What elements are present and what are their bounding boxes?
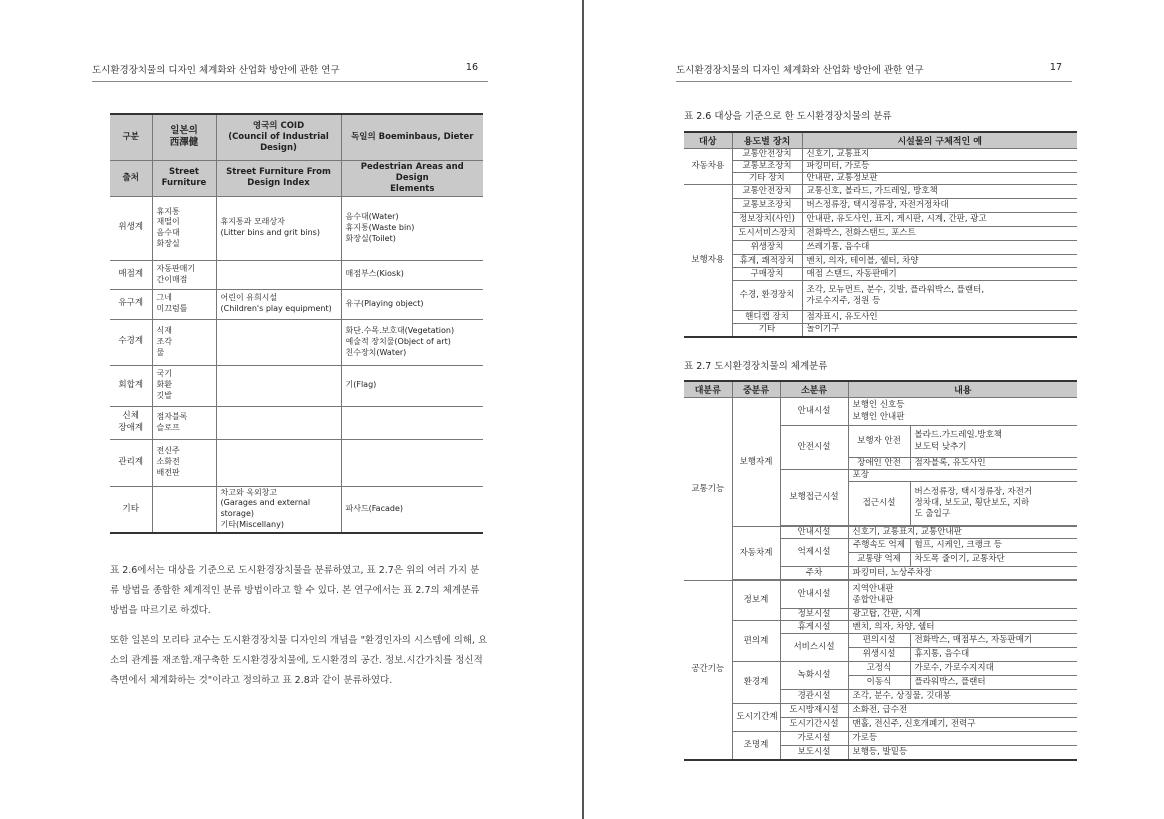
- header-cell: 내용: [848, 381, 1077, 398]
- right-page-number: 17: [1049, 62, 1062, 73]
- content-cell: 플라워박스, 플랜터: [910, 676, 1077, 690]
- category-cell: 회합계: [110, 365, 152, 406]
- cell: 파사드(Facade): [341, 486, 483, 533]
- cell: 벤치, 의자, 테이블, 쉘터, 차양: [802, 255, 1077, 268]
- sub-cell: 주행속도 억제: [848, 539, 910, 553]
- minor-cell: 안내시설: [780, 527, 848, 539]
- table-row: [110, 319, 483, 365]
- group-cell: 자동차용: [684, 149, 732, 185]
- cell: [341, 439, 483, 486]
- table-row: [684, 732, 1077, 746]
- cell: 핸디캡 장치: [732, 311, 802, 324]
- cell: 화단.수목.보호대(Vegetation) 예술적 장치물(Object of art) 친수장치(Water): [341, 319, 483, 365]
- cell: 점자표시, 유도사인: [802, 311, 1077, 324]
- mid-cell: 편의계: [732, 621, 780, 662]
- table-row: [684, 149, 1077, 161]
- mid-cell: 자동차계: [732, 527, 780, 580]
- table-2-7-caption: 표 2.7 도시환경장치물의 체계분류: [684, 361, 828, 372]
- table-row: [684, 281, 1077, 311]
- cell: 수경, 환경장치: [732, 281, 802, 311]
- right-header-title: 도시환경장치물의 디자인 체계화와 산업화 방안에 관한 연구: [676, 65, 924, 76]
- minor-cell: 경관시설: [780, 690, 848, 704]
- cell: 교통안전장치: [732, 185, 802, 199]
- table-row: [684, 621, 1077, 634]
- table-row: [684, 161, 1077, 173]
- header-cell: 중분류: [732, 381, 780, 398]
- category-cell: 유구계: [110, 289, 152, 319]
- header-cell: 독일의 Boeminbaus, Dieter: [341, 114, 483, 160]
- cell: [216, 319, 341, 365]
- cell: 위생장치: [732, 241, 802, 255]
- content-cell: 포장: [848, 470, 1077, 482]
- cell: 유구(Playing object): [341, 289, 483, 319]
- mid-cell: 환경계: [732, 662, 780, 704]
- header-cell: 대상: [684, 132, 732, 149]
- cell: [216, 260, 341, 289]
- mid-cell: 조명계: [732, 732, 780, 760]
- sub-cell: 장애인 안전: [848, 458, 910, 470]
- cell: 자동판매기 간이매점: [152, 260, 216, 289]
- cell: 기(Flag): [341, 365, 483, 406]
- cell: 쓰레기통, 음수대: [802, 241, 1077, 255]
- cell: 전신주 소화전 배전판: [152, 439, 216, 486]
- category-cell: 기타: [110, 486, 152, 533]
- body-paragraph: 또한 일본의 모리타 교수는 도시환경장치물 디자인의 개념을 "환경인자의 시스템에 의해, 요소의 관계를 재조합.재구축한 도시환경장치물에, 도시환경의 공간. 정보.시간가치를 정신적 측면에서 체계화하는 것"이라고 정의하고 표 2.8과 같이 분류하였다.: [110, 635, 488, 686]
- classification-comparison-table: [110, 113, 483, 534]
- cell: 기타 장치: [732, 173, 802, 185]
- header-cell: Street Furniture From Design Index: [216, 160, 341, 196]
- minor-cell: 주차: [780, 567, 848, 580]
- table-row: [684, 311, 1077, 324]
- content-cell: 버스정류장, 택시정류장, 자전거 정차대, 보도교, 횡단보도, 지하 도 출입구: [910, 482, 1077, 526]
- table-row: [110, 365, 483, 406]
- cell: [341, 406, 483, 439]
- table-header-row: [110, 114, 483, 160]
- table-row: [684, 185, 1077, 199]
- table-row: [684, 268, 1077, 281]
- cell: 놀이기구: [802, 324, 1077, 337]
- cell: 식재 조각 물: [152, 319, 216, 365]
- table-row: [110, 406, 483, 439]
- content-cell: 지역안내판 종합안내판: [848, 581, 1077, 609]
- major-cell: 교통기능: [684, 398, 732, 581]
- table-header-row: [110, 160, 483, 196]
- cell: 구매장치: [732, 268, 802, 281]
- content-cell: 파킹미터, 노상주차장: [848, 567, 1077, 580]
- category-cell: 신체 장애계: [110, 406, 152, 439]
- right-header-rule: [676, 81, 1072, 82]
- header-cell: Pedestrian Areas and Design Elements: [341, 160, 483, 196]
- header-cell: 출처: [110, 160, 152, 196]
- table-header-row: [684, 132, 1077, 149]
- cell: 차고와 옥외창고 (Garages and external storage) 기타(Miscellany): [216, 486, 341, 533]
- table-row: [684, 213, 1077, 227]
- table-row: [110, 439, 483, 486]
- cell: 음수대(Water) 휴지통(Waste bin) 화장실(Toilet): [341, 196, 483, 260]
- cell: [216, 365, 341, 406]
- table-2-7: [684, 380, 1077, 761]
- cell: 교통안전장치: [732, 149, 802, 161]
- table-row: [110, 486, 483, 533]
- content-cell: 조각, 분수, 상징물, 깃대봉: [848, 690, 1077, 704]
- minor-cell: 도시기간시설: [780, 718, 848, 732]
- minor-cell: 안내시설: [780, 581, 848, 609]
- header-cell: 시설물의 구체적인 예: [802, 132, 1077, 149]
- left-header-title: 도시환경장치물의 디자인 체계화와 산업화 방안에 관한 연구: [92, 65, 340, 76]
- content-cell: 벤치, 의자, 차양, 쉘터: [848, 621, 1077, 634]
- content-cell: 볼라드.가드레일.방호책 보도턱 낮추기: [910, 426, 1077, 458]
- header-cell: 대분류: [684, 381, 732, 398]
- cell: 안내판, 교통정보판: [802, 173, 1077, 185]
- table-row: [684, 173, 1077, 185]
- header-cell: 구분: [110, 114, 152, 160]
- cell: 국기 화환 깃발: [152, 365, 216, 406]
- sub-cell: 교통량 억제: [848, 553, 910, 567]
- mid-cell: 보행자계: [732, 398, 780, 527]
- left-header-rule: [92, 81, 488, 82]
- content-cell: 차도폭 줄이기, 교통차단: [910, 553, 1077, 567]
- minor-cell: 가로시설: [780, 732, 848, 746]
- cell: 그네 미끄럼틀: [152, 289, 216, 319]
- table-row: [684, 398, 1077, 426]
- cell: 전화박스, 전화스탠드, 포스트: [802, 227, 1077, 241]
- table-row: [684, 527, 1077, 539]
- cell: [152, 486, 216, 533]
- sub-cell: 위생시설: [848, 648, 910, 662]
- table-row: [684, 581, 1077, 609]
- cell: 교통보조장치: [732, 199, 802, 213]
- table-row: [684, 324, 1077, 337]
- table-header-row: [684, 381, 1077, 398]
- category-cell: 위생계: [110, 196, 152, 260]
- cell: 어린이 유희시설 (Children's play equipment): [216, 289, 341, 319]
- content-cell: 전화박스, 매점부스, 자동판매기: [910, 634, 1077, 648]
- mid-cell: 정보계: [732, 581, 780, 621]
- content-cell: 가로등: [848, 732, 1077, 746]
- cell: 정보장치(사인): [732, 213, 802, 227]
- cell: 점자블록 슬로프: [152, 406, 216, 439]
- cell: 매점부스(Kiosk): [341, 260, 483, 289]
- category-cell: 수경계: [110, 319, 152, 365]
- table-row: [684, 255, 1077, 268]
- cell: 조각, 모뉴먼트, 분수, 깃발, 플라워박스, 플랜터, 가로수지주, 정원 등: [802, 281, 1077, 311]
- minor-cell: 휴게시설: [780, 621, 848, 634]
- minor-cell: 안전시설: [780, 426, 848, 470]
- right-page: [584, 0, 1164, 819]
- cell: [216, 406, 341, 439]
- table-row: [684, 227, 1077, 241]
- minor-cell: 보행접근시설: [780, 470, 848, 526]
- table-row: [110, 289, 483, 319]
- table-2-6-caption: 표 2.6 대상을 기준으로 한 도시환경장치물의 분류: [684, 111, 892, 122]
- content-cell: 신호기, 교통표지, 교통안내판: [848, 527, 1077, 539]
- mid-cell: 도시기간계: [732, 704, 780, 732]
- header-cell: Street Furniture: [152, 160, 216, 196]
- minor-cell: 서비스시설: [780, 634, 848, 662]
- table-row: [684, 662, 1077, 676]
- cell: 교통신호, 볼라드, 가드레일, 방호책: [802, 185, 1077, 199]
- content-cell: 가로수, 가로수지지대: [910, 662, 1077, 676]
- content-cell: 맨홀, 전신주, 신호개폐기, 전력구: [848, 718, 1077, 732]
- content-cell: 점자블록, 유도사인: [910, 458, 1077, 470]
- content-cell: 광고탑, 간판, 시계: [848, 609, 1077, 621]
- content-cell: 휴지통, 음수대: [910, 648, 1077, 662]
- left-page-number: 16: [465, 62, 478, 73]
- sub-cell: 보행자 안전: [848, 426, 910, 458]
- minor-cell: 도시방재시설: [780, 704, 848, 718]
- cell: [216, 439, 341, 486]
- table-row: [110, 260, 483, 289]
- table-row: [684, 704, 1077, 718]
- group-cell: 보행자용: [684, 185, 732, 337]
- major-cell: 공간기능: [684, 581, 732, 760]
- body-paragraph: 표 2.6에서는 대상을 기준으로 도시환경장치물을 분류하였고, 표 2.7은 위의 여러 가지 분류 방법을 종합한 체계적인 분류 방법이라고 할 수 있다. 본 연구에서는 표 2.7의 체계분류방법을 따르기로 하겠다.: [110, 565, 480, 616]
- header-cell: 영국의 COID (Council of Industrial Design): [216, 114, 341, 160]
- cell: 파킹미터, 가로등: [802, 161, 1077, 173]
- table-row: [684, 241, 1077, 255]
- cell: 안내판, 유도사인, 표지, 게시판, 시계, 간판, 광고: [802, 213, 1077, 227]
- table-2-6: [684, 131, 1077, 338]
- category-cell: 매점계: [110, 260, 152, 289]
- cell: 교통보조장치: [732, 161, 802, 173]
- cell: 매점 스탠드, 자동판매기: [802, 268, 1077, 281]
- sub-cell: 이동식: [848, 676, 910, 690]
- cell: 신호기, 교통표지: [802, 149, 1077, 161]
- minor-cell: 억제시설: [780, 539, 848, 567]
- category-cell: 관리계: [110, 439, 152, 486]
- minor-cell: 정보시설: [780, 609, 848, 621]
- table-row: [110, 196, 483, 260]
- cell: 휴지통과 모래상자 (Litter bins and grit bins): [216, 196, 341, 260]
- cell: 휴지통 재떨이 음수대 화장실: [152, 196, 216, 260]
- content-cell: 보행등, 발밑등: [848, 746, 1077, 760]
- cell: 기타: [732, 324, 802, 337]
- cell: 도시서비스장치: [732, 227, 802, 241]
- sub-cell: 편의시설: [848, 634, 910, 648]
- cell: 휴게, 쾌적장치: [732, 255, 802, 268]
- header-cell: 용도별 장치: [732, 132, 802, 149]
- cell: 버스정류장, 택시정류장, 자전거정차대: [802, 199, 1077, 213]
- sub-cell: 접근시설: [848, 482, 910, 526]
- minor-cell: 녹화시설: [780, 662, 848, 690]
- header-cell: 일본의 西澤健: [152, 114, 216, 160]
- sub-cell: 고정식: [848, 662, 910, 676]
- minor-cell: 안내시설: [780, 398, 848, 426]
- content-cell: 소화전, 급수전: [848, 704, 1077, 718]
- table-row: [684, 199, 1077, 213]
- content-cell: 보행인 신호등 보행인 안내판: [848, 398, 1077, 426]
- content-cell: 험프, 시케인, 크랭크 등: [910, 539, 1077, 553]
- header-cell: 소분류: [780, 381, 848, 398]
- minor-cell: 보도시설: [780, 746, 848, 760]
